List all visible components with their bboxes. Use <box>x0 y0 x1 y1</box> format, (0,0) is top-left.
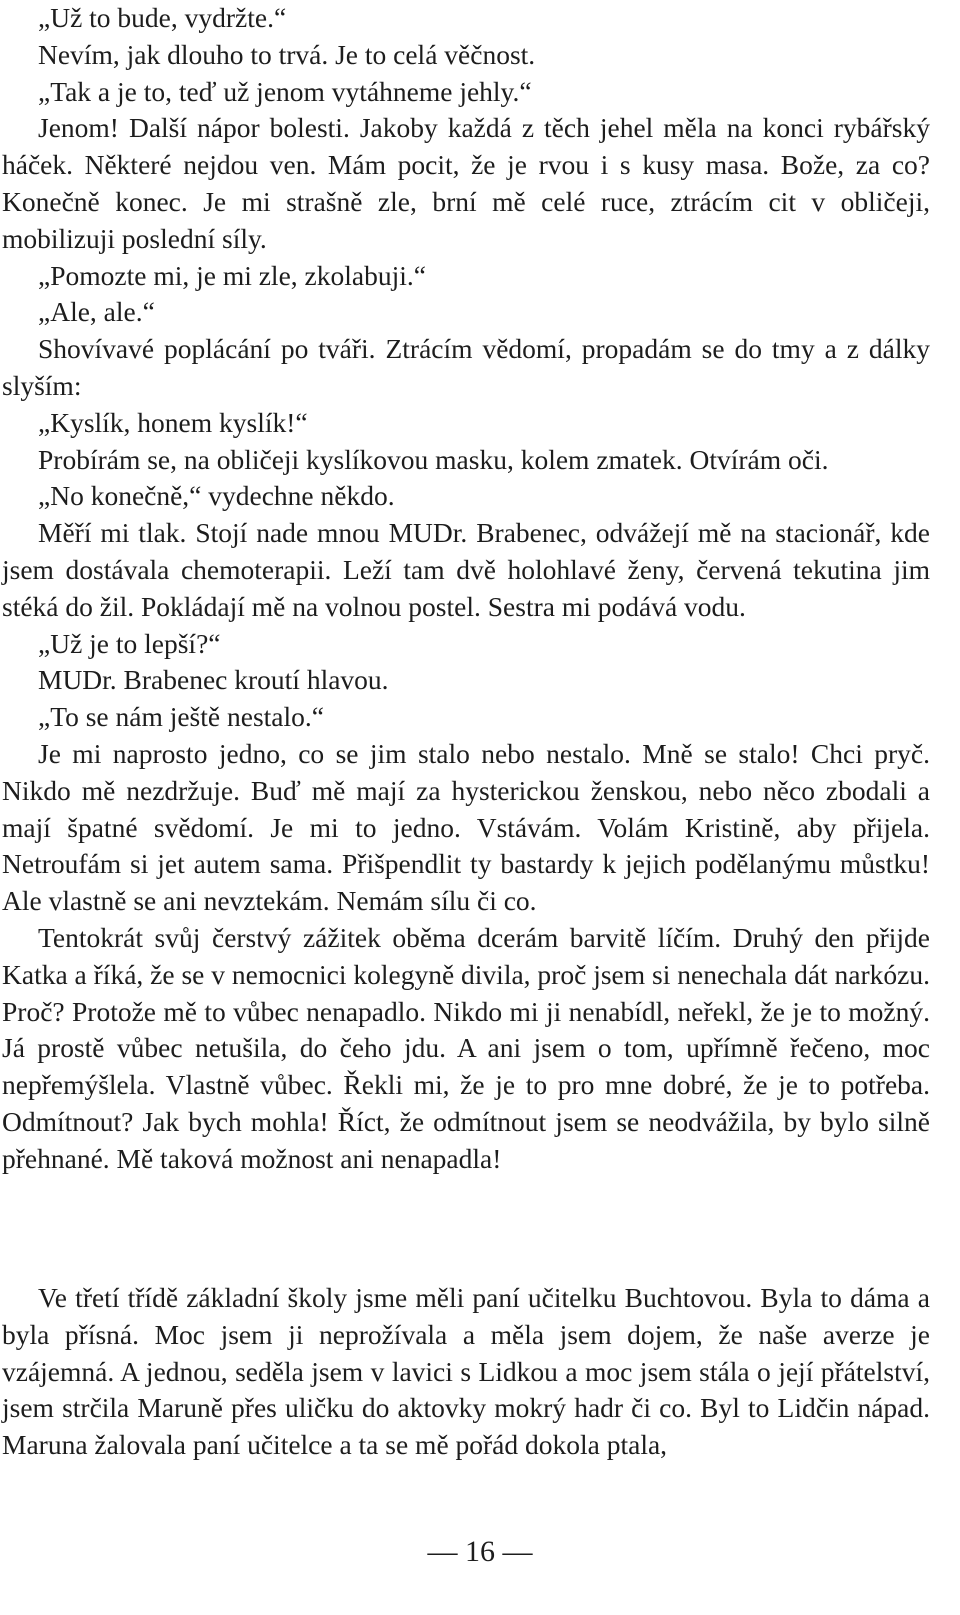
paragraph-7: Shovívavé poplácání po tváři. Ztrácím vědomí, propadám se do tmy a z dálky slyším: <box>2 333 930 401</box>
text-section-1 <box>2 0 930 1178</box>
paragraph-2: Nevím, jak dlouho to trvá. Je to celá věčnost. <box>38 38 536 70</box>
paragraph-16: Tentokrát svůj čerstvý zážitek oběma dcerám barvitě líčím. Druhý den přijde Katka a říká, že se v nemocnici kolegyně divila, proč jsem si nenechala dát narkózu. Proč? Protože mě to vůbec nenapadlo. Nikdo mi ji nenabídl, neřekl, že je to možný. Já prostě vůbec netušila, do čeho jdu. A ani jsem o tom, upřímně řečeno, moc nepřemýšlela. Vlastně vůbec. Řekli mi, že je to pro mne dobré, že je to potřeba. Odmítnout? Jak bych mohla! Říct, že odmítnout jsem se neodvážila, by bylo silně přehnané. Mě taková možnost ani nenapadla! <box>2 921 930 1174</box>
paragraph-8: „Kyslík, honem kyslík!“ <box>38 406 308 438</box>
paragraph-14: „To se nám ještě nestalo.“ <box>38 701 324 733</box>
page-number: — 16 — <box>427 1535 533 1568</box>
paragraph-10: „No konečně,“ vydechne někdo. <box>38 480 395 512</box>
text-section-2 <box>2 1280 930 1464</box>
paragraph-3: „Tak a je to, teď už jenom vytáhneme jehly.“ <box>38 75 532 107</box>
paragraph-15: Je mi naprosto jedno, co se jim stalo nebo nestalo. Mně se stalo! Chci pryč. Nikdo mě nezdržuje. Buď mě mají za hysterickou ženskou, nebo něco zbodali a mají špatné svědomí. Je mi to jedno. Vstávám. Volám Kristině, aby přijela. Netroufám si jet autem sama. Přišpendlit ty bastardy k jejich podělanýmu můstku! Ale vlastně se ani nevztekám. Nemám sílu či co. <box>2 737 930 917</box>
paragraph-13: MUDr. Brabenec kroutí hlavou. <box>38 664 389 696</box>
paragraph-6: „Ale, ale.“ <box>38 296 155 328</box>
section-2-paragraph: Ve třetí třídě základní školy jsme měli paní učitelku Buchtovou. Byla to dáma a byla přísná. Moc jsem ji neprožívala a měla jsem dojem, že naše averze je vzájemná. A jednou, seděla jsem v lavici s Lidkou a moc jsem stála o její přátelství, jsem strčila Maruně přes uličku do aktovky mokrý hadr či co. Byl to Lidčin nápad. Maruna žalovala paní učitelce a ta se mě pořád dokola ptala, <box>2 1282 930 1461</box>
paragraph-12: „Už je to lepší?“ <box>38 627 221 659</box>
paragraph-1: „Už to bude, vydržte.“ <box>38 2 287 33</box>
paragraph-4: Jenom! Další nápor bolesti. Jakoby každá z těch jehel měla na konci rybářský háček. Některé nejdou ven. Mám pocit, že je rvou i s kusy masa. Bože, za co? Konečně konec. Je mi strašně zle, brní mě celé ruce, ztrácím cit v obličeji, mobilizuji poslední síly. <box>2 112 930 254</box>
paragraph-5: „Pomozte mi, je mi zle, zkolabuji.“ <box>38 259 426 291</box>
paragraph-9: Probírám se, na obličeji kyslíkovou masku, kolem zmatek. Otvírám oči. <box>38 443 829 475</box>
paragraph-11: Měří mi tlak. Stojí nade mnou MUDr. Brabenec, odvážejí mě na stacionář, kde jsem dostávala chemoterapii. Leží tam dvě holohlavé ženy, červená tekutina jim stéká do žil. Pokládají mě na volnou postel. Sestra mi podává vodu. <box>2 517 930 622</box>
